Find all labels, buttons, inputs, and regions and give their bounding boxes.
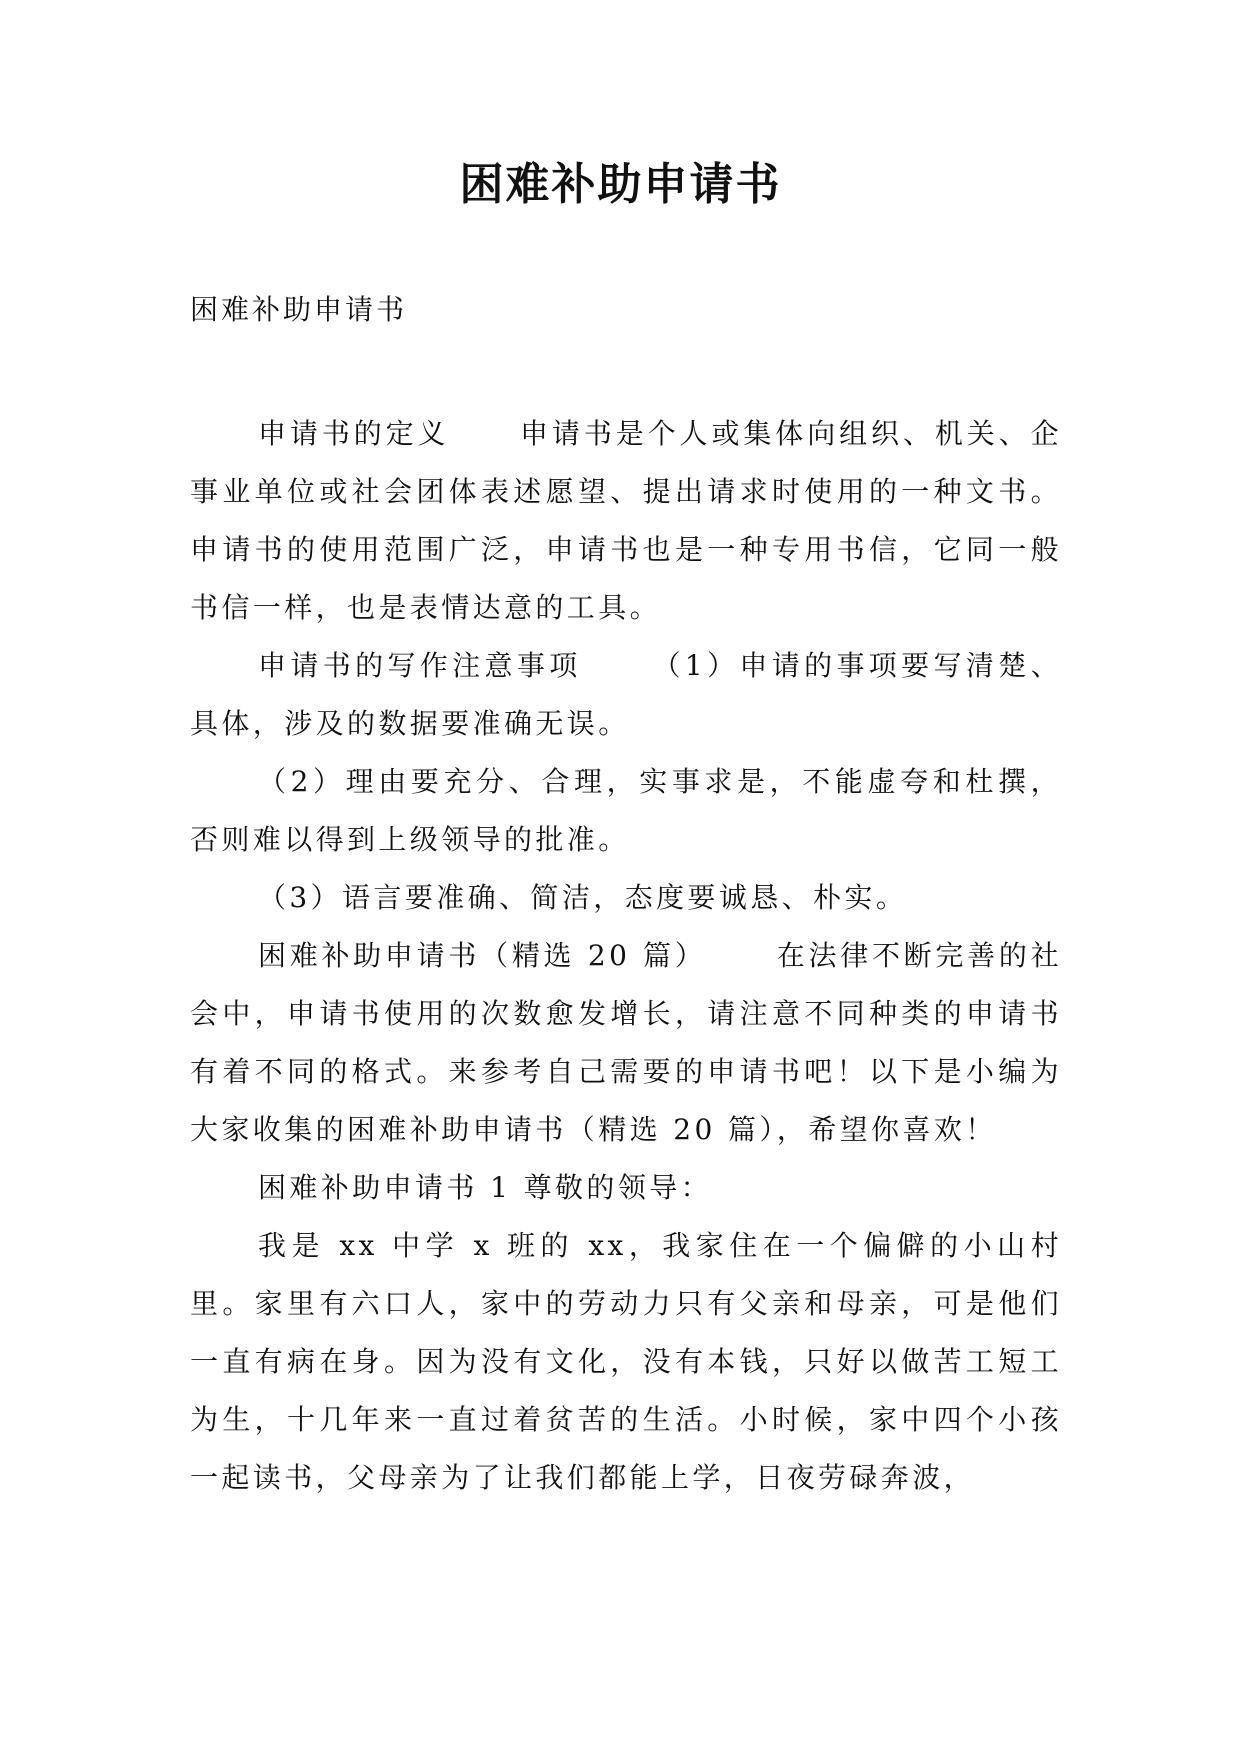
paragraph-letter-body: 我是 xx 中学 x 班的 xx，我家住在一个偏僻的小山村里。家里有六口人，家中的劳动力只有父亲和母亲，可是他们一直有病在身。因为没有文化，没有本钱，只好以做苦工短工为生，十几年来一直过着贫苦的生活。小时候，家中四个小孩一起读书，父母亲为了让我们都能上学，日夜劳碌奔波， [190, 1229, 1062, 1494]
paragraph-lead: 申请书的定义 [258, 417, 450, 450]
paragraph-lead: 申请书的写作注意事项 [258, 649, 582, 682]
paragraph-intro [190, 927, 1062, 1159]
paragraph-text: 在法律不断完善的社会中，申请书使用的次数愈发增长，请注意不同种类的申请书有着不同的格式。来参考自己需要的申请书吧！以下是小编为大家收集的困难补助申请书（精选 20 篇），希望你喜欢！ [190, 939, 1062, 1146]
paragraph-notes [190, 637, 1062, 753]
paragraph-note-3: （3）语言要准确、简洁，态度要诚恳、朴实。 [258, 881, 908, 914]
paragraph-definition [190, 405, 1062, 637]
document-body [190, 405, 1062, 1507]
document-title: 困难补助申请书 [459, 159, 782, 210]
paragraph-text: （1）申请的事项要写清楚、具体，涉及的数据要准确无误。 [190, 649, 1062, 740]
document-subheading: 困难补助申请书 [190, 293, 408, 326]
paragraph-note-2: （2）理由要充分、合理，实事求是，不能虚夸和杜撰，否则难以得到上级领导的批准。 [190, 765, 1062, 856]
paragraph-text: 申请书是个人或集体向组织、机关、企事业单位或社会团体表述愿望、提出请求时使用的一种文书。申请书的使用范围广泛，申请书也是一种专用书信，它同一般书信一样，也是表情达意的工具。 [190, 417, 1062, 624]
paragraph-lead: 困难补助申请书（精选 20 篇） [258, 939, 707, 972]
paragraph-salutation: 困难补助申请书 1 尊敬的领导： [258, 1171, 713, 1204]
